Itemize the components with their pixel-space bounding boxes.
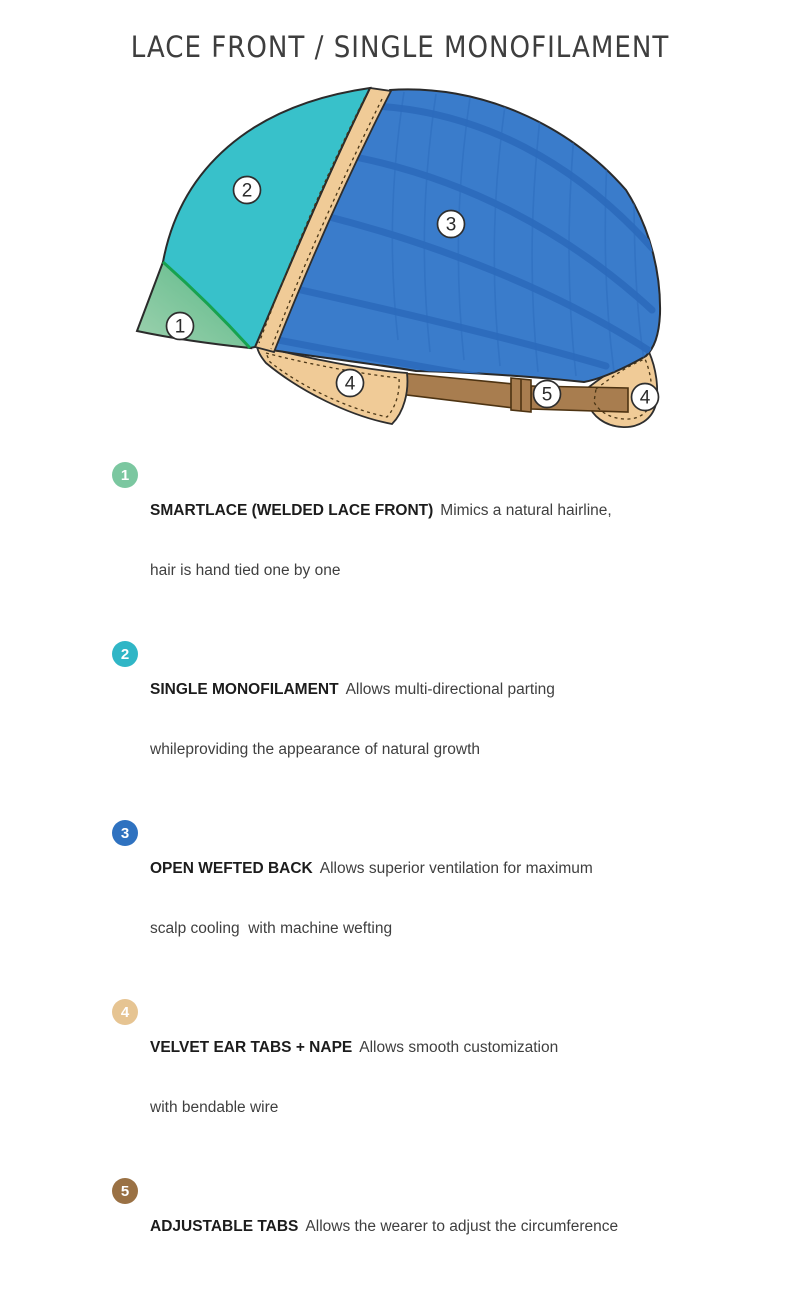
svg-text:3: 3 [445,214,457,236]
legend-desc-line1: Mimics a natural hairline, [440,502,612,519]
legend-desc-line2: whileproviding the appearance of natural growth [150,741,481,758]
legend-desc-line2: scalp cooling with machine wefting [150,920,393,937]
legend-heading: ADJUSTABLE TABS [150,1218,299,1235]
marker-2 [234,177,261,204]
strap-left-segment [399,373,514,408]
legend-badge-3: 3 [112,820,138,846]
legend-desc-line2: with bendable wire [150,1099,279,1116]
legend-item-smartlace [112,461,712,621]
legend-item-wefted-back [112,819,712,979]
legend-heading: VELVET EAR TABS + NAPE [150,1039,353,1056]
marker-1 [167,313,194,340]
legend-badge-4: 4 [112,999,138,1025]
legend-item-ear-tabs [112,998,712,1158]
page-title: LACE FRONT / SINGLE MONOFILAMENT [130,30,670,64]
legend-heading: SINGLE MONOFILAMENT [150,681,339,698]
marker-5 [534,381,561,408]
legend-badge-5: 5 [112,1178,138,1204]
wig-cap-diagram [0,0,800,455]
legend-desc-line2: hair is hand tied one by one [150,562,341,579]
legend-desc-line1: Allows superior ventilation for maximum [319,860,593,877]
legend-desc-line1: Allows multi-directional parting [345,681,555,698]
svg-text:4: 4 [344,373,356,395]
legend-badge-1: 1 [112,462,138,488]
legend-text [150,640,555,800]
svg-text:2: 2 [241,180,253,202]
legend-heading: OPEN WEFTED BACK [150,860,313,877]
svg-text:4: 4 [639,387,651,409]
legend-text [150,461,612,621]
svg-text:1: 1 [174,316,186,338]
legend-desc-line1: Allows the wearer to adjust the circumference [305,1218,619,1235]
legend-heading: SMARTLACE (WELDED LACE FRONT) [150,502,434,519]
legend-text [150,998,558,1158]
legend-text [150,1177,618,1277]
legend-item-adjustable-tabs [112,1177,712,1277]
legend-text [150,819,593,979]
svg-text:5: 5 [541,384,553,406]
marker-3 [438,211,465,238]
marker-4-nape [632,384,659,411]
legend-badge-2: 2 [112,641,138,667]
marker-4-ear-tab [337,370,364,397]
legend-item-monofilament [112,640,712,800]
legend-desc-line1: Allows smooth customization [359,1039,559,1056]
legend [112,461,712,1296]
